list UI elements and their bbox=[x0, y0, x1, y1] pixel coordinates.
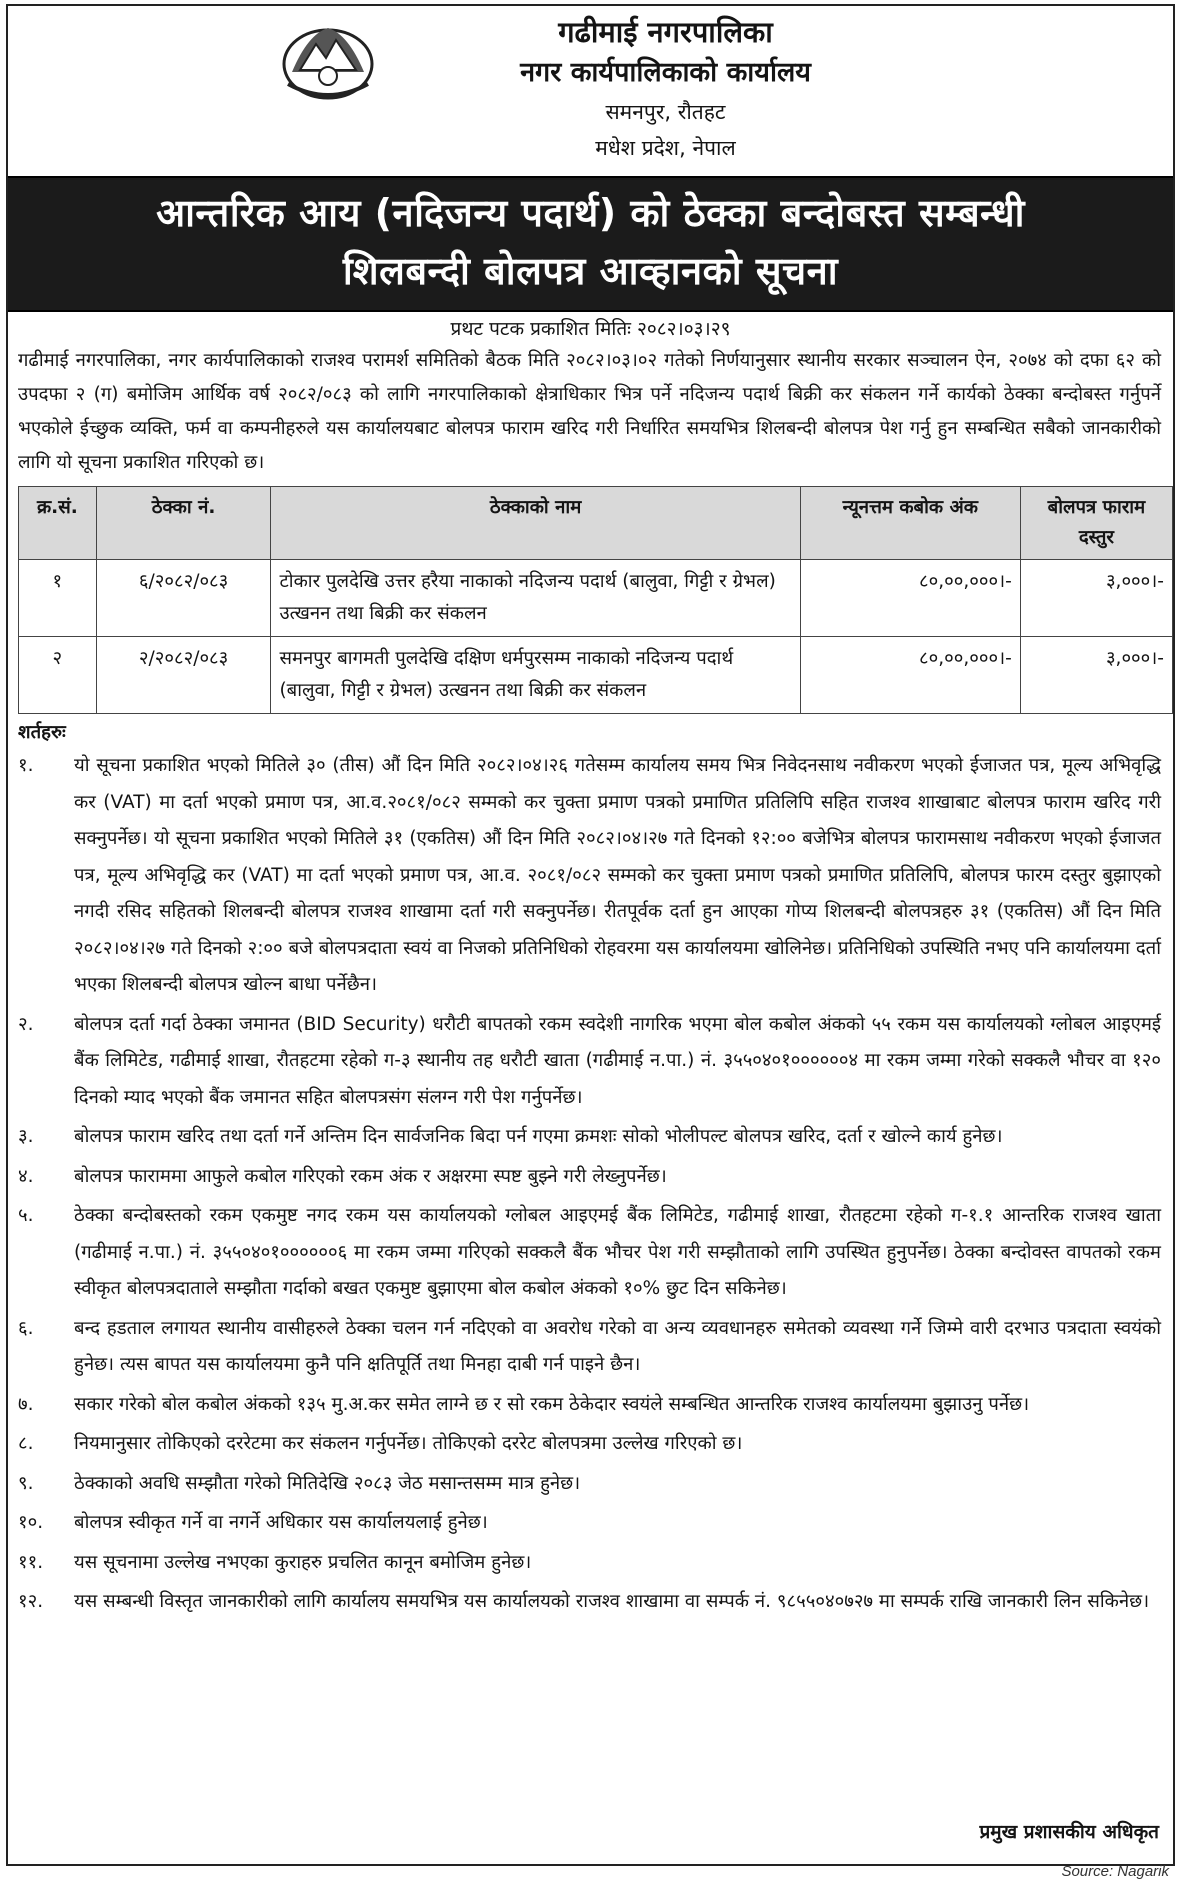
term-text: यो सूचना प्रकाशित भएको मितिले ३० (तीस) औं दिन मिति २०८२।०४।२६ गतेसम्म कार्यालय समय भित्र निवेदनसाथ नवीकरण भएको ईजाजत पत्र, मूल्य अभिवृद्धि कर (VAT) मा दर्ता भएको प्रमाण पत्र, आ.व.२०८१/०८२ सम्मको कर चुक्ता प्रमाण पत्रको प्रमाणित प्रतिलिपि सहित राजश्व शाखाबाट बोलपत्र फाराम खरिद गरी सक्नुपर्नेछ। यो सूचना प्रकाशित भएको मितिले ३१ (एकतिस) औं दिन मिति २०८२।०४।२७ गते दिनको १२:०० बजेभित्र बोलपत्र फारामसाथ नवीकरण भएको ईजाजत पत्र, मूल्य अभिवृद्धि कर (VAT) मा दर्ता भएको प्रमाण पत्र, आ.व. २०८१/०८२ सम्मको कर चुक्ता प्रमाण पत्रको प्रमाणित प्रतिलिपि, बोलपत्र फारम दस्तुर बुझाएको नगदी रसिद सहितको शिलबन्दी बोलपत्र राजश्व शाखामा दर्ता गरी सक्नुपर्नेछ। रीतपूर्वक दर्ता हुन आएका गोप्य शिलबन्दी बोलपत्रहरु ३१ (एकतिस) औं दिन मिति २०८२।०४।२७ गते दिनको २:०० बजे बोलपत्रदाता स्वयं वा निजको प्रतिनिधिको रोहवरमा यस कार्यालयमा खोलिनेछ। प्रतिनिधिको उपस्थिति नभए पनि कार्यालयमा दर्ता भएका शिलबन्दी बोलपत्र खोल्न बाधा पर्नेछैन। bbox=[74, 755, 1161, 995]
header-min-bid: न्यूनत्तम कबोक अंक bbox=[800, 487, 1020, 560]
table-row bbox=[19, 637, 1173, 714]
term-number: ४. bbox=[18, 1165, 34, 1187]
title-line-2: शिलबन्दी बोलपत्र आव्हानको सूचना bbox=[342, 249, 839, 293]
row-serial: १ bbox=[19, 560, 97, 637]
row-min-bid: ८०,००,०००।- bbox=[800, 637, 1020, 714]
table-header-row bbox=[19, 487, 1173, 560]
term-text: यस सूचनामा उल्लेख नभएका कुराहरु प्रचलित कानून बमोजिम हुनेछ। bbox=[74, 1551, 532, 1573]
header-form-fee: बोलपत्र फाराम दस्तुर bbox=[1020, 487, 1172, 560]
row-contract-name: समनपुर बागमती पुलदेखि दक्षिण धर्मपुरसम्म नाकाको नदिजन्य पदार्थ (बालुवा, गिट्टी र ग्रेभल) उत्खनन तथा बिक्री कर संकलन bbox=[271, 637, 800, 714]
signature-title: प्रमुख प्रशासकीय अधिकृत bbox=[979, 1821, 1159, 1843]
term-number: ११. bbox=[18, 1551, 44, 1573]
term-item bbox=[18, 1505, 1161, 1542]
term-text: बोलपत्र फाराम खरिद तथा दर्ता गर्ने अन्तिम दिन सार्वजनिक बिदा पर्न गएमा क्रमशः सोको भोलीपल्ट बोलपत्र खरिद, दर्ता र खोल्ने कार्य हुनेछ। bbox=[74, 1126, 1003, 1147]
term-item bbox=[18, 748, 1161, 1004]
source-credit: Source: Nagarik bbox=[1061, 1863, 1169, 1880]
row-contract-name: टोकार पुलदेखि उत्तर हरैया नाकाको नदिजन्य पदार्थ (बालुवा, गिट्टी र ग्रेभल) उत्खनन तथा बिक्री कर संकलन bbox=[271, 560, 800, 637]
term-item bbox=[18, 1198, 1161, 1308]
term-number: २. bbox=[18, 1013, 34, 1035]
term-item bbox=[18, 1426, 1161, 1463]
term-item bbox=[18, 1311, 1161, 1384]
table-row bbox=[19, 560, 1173, 637]
terms-list bbox=[8, 748, 1173, 1621]
term-text: ठेक्का बन्दोबस्तको रकम एकमुष्ट नगद रकम यस कार्यालयको ग्लोबल आइएमई बैंक लिमिटेड, गढीमाई शाखा, रौतहटमा रहेको ग-१.१ आन्तरिक राजश्व खाता (गढीमाई न.पा.) नं. ३५५०४०१००००००६ मा रकम जम्मा गरिएको सक्कलै बैंक भौचर पेश गरी सम्झौताको लागि उपस्थित हुनुपर्नेछ। ठेक्का बन्दोवस्त वापतको रकम स्वीकृत बोलपत्रदाताले सम्झौता गर्दाको बखत एकमुष्ट बुझाएमा बोल कबोल अंकको १०% छुट दिन सकिनेछ। bbox=[74, 1205, 1161, 1299]
notice-header bbox=[8, 6, 1173, 176]
publication-date: प्रथट पटक प्रकाशित मितिः २०८२।०३।२९ bbox=[450, 318, 731, 340]
term-text: बन्द हडताल लगायत स्थानीय वासीहरुले ठेक्का चलन गर्न नदिएको वा अवरोध गरेको वा अन्य व्यवधानहरु समेतको व्यवस्था गर्ने जिम्मे वारी दरभाउ पत्रदाता स्वयंको हुनेछ। त्यस बापत यस कार्यालयमा कुनै पनि क्षतिपूर्ति तथा मिनहा दाबी गर्न पाइने छैन। bbox=[74, 1317, 1161, 1375]
term-text: बोलपत्र दर्ता गर्दा ठेक्का जमानत (BID Security) धरौटी बापतको रकम स्वदेशी नागरिक भएमा बोल कबोल अंकको ५५ रकम यस कार्यालयको ग्लोबल आइएमई बैंक लिमिटेड, गढीमाई शाखा, रौतहटमा रहेको ग-३ स्थानीय तह धरौटी खाता (गढीमाई न.पा.) नं. ३५५०४०१००००००४ मा रकम जम्मा गरेको सक्कलै भौचर वा १२० दिनको म्याद भएको बैंक जमानत सहित बोलपत्रसंग संलग्न गरी पेश गर्नुपर्नेछ। bbox=[74, 1013, 1161, 1108]
notice-page bbox=[6, 4, 1175, 1866]
term-number: १०. bbox=[18, 1512, 44, 1533]
office-name: नगर कार्यपालिकाको कार्यालय bbox=[520, 57, 811, 88]
term-item bbox=[18, 1159, 1161, 1196]
term-number: ३. bbox=[18, 1126, 34, 1147]
row-contract-no: ६/२०८२/०८३ bbox=[96, 560, 271, 637]
row-contract-no: २/२०८२/०८३ bbox=[96, 637, 271, 714]
title-banner bbox=[8, 176, 1173, 312]
row-form-fee: ३,०००।- bbox=[1020, 560, 1172, 637]
term-number: ९. bbox=[18, 1472, 34, 1494]
row-form-fee: ३,०००।- bbox=[1020, 637, 1172, 714]
term-item bbox=[18, 1584, 1161, 1621]
title-line-1: आन्तरिक आय (नदिजन्य पदार्थ) को ठेक्का बन्दोबस्त सम्बन्धी bbox=[156, 191, 1025, 235]
terms-heading: शर्तहरुः bbox=[18, 722, 66, 743]
contracts-table bbox=[18, 486, 1173, 714]
term-item bbox=[18, 1119, 1161, 1156]
organization-block bbox=[8, 12, 1173, 166]
term-text: यस सम्बन्धी विस्तृत जानकारीको लागि कार्यालय समयभित्र यस कार्यालयको राजश्व शाखामा वा सम्पर्क नं. ९८५५०४०७२७ मा सम्पर्क राखि जानकारी लिन सकिनेछ। bbox=[74, 1591, 1150, 1612]
term-number: ६. bbox=[18, 1317, 34, 1339]
term-item bbox=[18, 1007, 1161, 1117]
term-number: ५. bbox=[18, 1205, 34, 1226]
term-number: १२. bbox=[18, 1591, 44, 1612]
term-text: बोलपत्र स्वीकृत गर्ने वा नगर्ने अधिकार यस कार्यालयलाई हुनेछ। bbox=[74, 1512, 488, 1533]
address-line-2: मधेश प्रदेश, नेपाल bbox=[595, 136, 736, 160]
term-item bbox=[18, 1545, 1161, 1582]
header-contract-no: ठेक्का नं. bbox=[96, 487, 271, 560]
term-text: बोलपत्र फाराममा आफुले कबोल गरिएको रकम अंक र अक्षरमा स्पष्ट बुझ्ने गरी लेख्नुपर्नेछ। bbox=[74, 1165, 667, 1187]
term-item bbox=[18, 1387, 1161, 1424]
term-number: ८. bbox=[18, 1433, 34, 1454]
term-text: नियमानुसार तोकिएको दररेटमा कर संकलन गर्नुपर्नेछ। तोकिएको दररेट बोलपत्रमा उल्लेख गरिएको छ। bbox=[74, 1433, 743, 1454]
intro-paragraph: गढीमाई नगरपालिका, नगर कार्यपालिकाको राजश्व परामर्श समितिको बैठक मिति २०८२।०३।०२ गतेको निर्णयानुसार स्थानीय सरकार सञ्चालन ऐन, २०७४ को दफा ६२ को उपदफा २ (ग) बमोजिम आर्थिक वर्ष २०८२/०८३ को लागि नगरपालिकाको क्षेत्राधिकार भित्र पर्ने नदिजन्य पदार्थ बिक्री कर संकलन गर्ने कार्यको ठेक्का बन्दोबस्त गर्नुपर्ने भएकोले ईच्छुक व्यक्ति, फर्म वा कम्पनीहरुले यस कार्यालयबाट बोलपत्र फाराम खरिद गरी निर्धारित समयभित्र शिलबन्दी बोलपत्र पेश गर्नु हुन सम्बन्धित सबैको जानकारीको लागि यो सूचना प्रकाशित गरिएको छ। bbox=[18, 350, 1161, 473]
term-text: ठेक्काको अवधि सम्झौता गरेको मितिदेखि २०८३ जेठ मसान्तसम्म मात्र हुनेछ। bbox=[74, 1472, 581, 1494]
header-contract-name: ठेक्काको नाम bbox=[271, 487, 800, 560]
term-text: सकार गरेको बोल कबोल अंकको १३५ मु.अ.कर समेत लाग्ने छ र सो रकम ठेकेदार स्वयंले सम्बन्धित आन्तरिक राजश्व कार्यालयमा बुझाउनु पर्नेछ। bbox=[74, 1393, 1030, 1415]
term-number: ७. bbox=[18, 1393, 34, 1415]
term-item bbox=[18, 1466, 1161, 1503]
address-line-1: समनपुर, रौतहट bbox=[605, 100, 726, 124]
row-min-bid: ८०,००,०००।- bbox=[800, 560, 1020, 637]
header-serial: क्र.सं. bbox=[19, 487, 97, 560]
org-name: गढीमाई नगरपालिका bbox=[558, 15, 773, 49]
row-serial: २ bbox=[19, 637, 97, 714]
term-number: १. bbox=[18, 755, 34, 776]
